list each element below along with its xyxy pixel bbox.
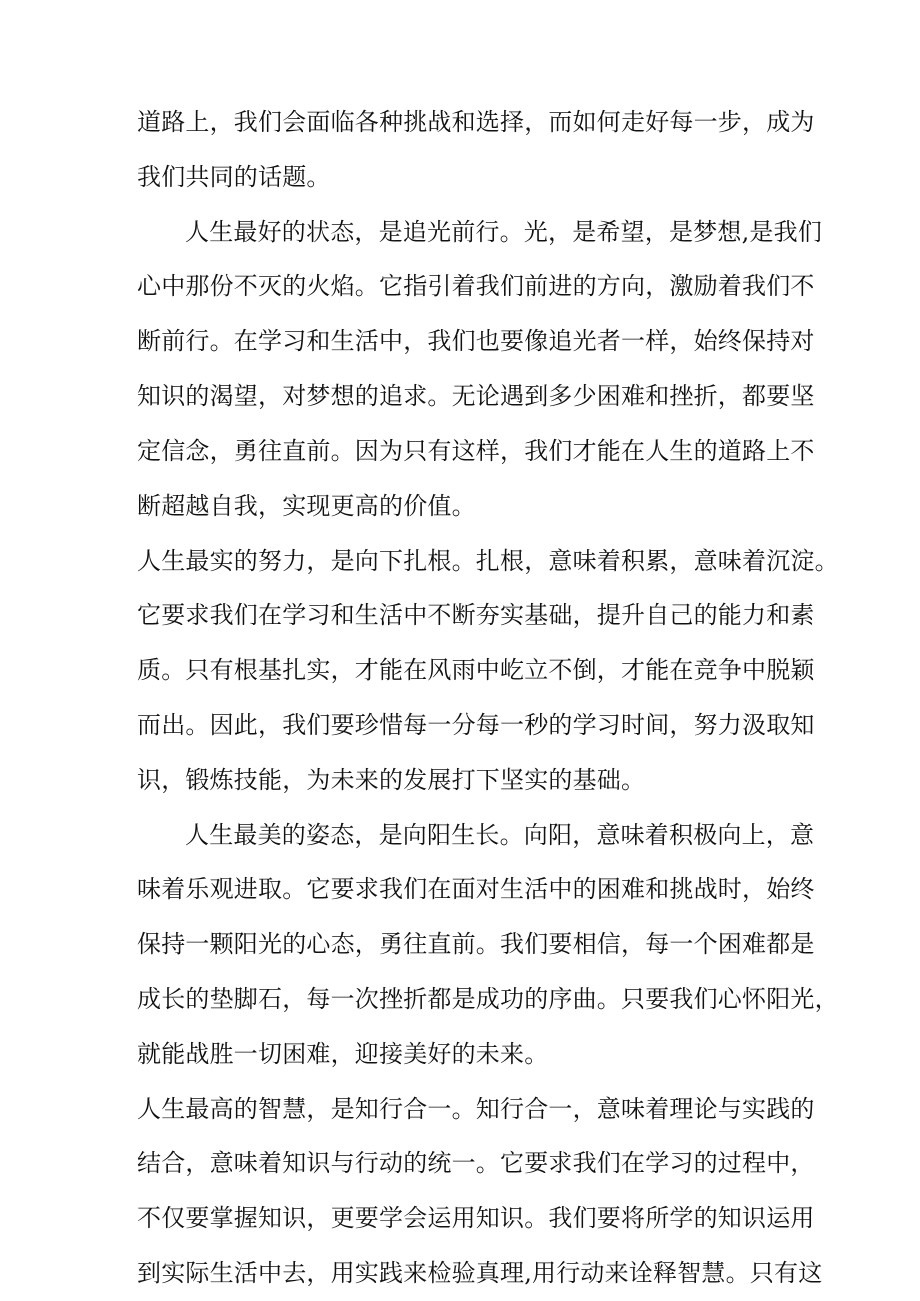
paragraph-first-line: 人生最美的姿态，是向阳生长。向阳，意味着积极向上，意: [185, 821, 815, 849]
paragraph-first-line: 人生最好的状态，是追光前行。光，是希望，是梦想,是我们: [185, 218, 823, 246]
paragraph-first-line: 人生最高的智慧，是知行合一。知行合一，意味着理论与实践的: [137, 1095, 815, 1123]
text-line: 质。只有根基扎实，才能在风雨中屹立不倒，才能在竞争中脱颖: [137, 656, 815, 684]
text-line: 断前行。在学习和生活中，我们也要像追光者一样，始终保持对: [137, 327, 815, 355]
text-line: 知识的渴望，对梦想的追求。无论遇到多少困难和挫折，都要坚: [137, 382, 815, 410]
text-line: 它要求我们在学习和生活中不断夯实基础，提升自己的能力和素: [137, 601, 815, 629]
text-line: 就能战胜一切困难，迎接美好的未来。: [137, 1040, 549, 1068]
text-line: 识，锻炼技能，为未来的发展打下坚实的基础。: [137, 766, 646, 794]
text-line: 断超越自我，实现更高的价值。: [137, 492, 476, 520]
text-line: 我们共同的话题。: [137, 163, 331, 191]
text-line: 心中那份不灭的火焰。它指引着我们前进的方向，激励着我们不: [137, 272, 815, 300]
text-line: 道路上，我们会面临各种挑战和选择，而如何走好每一步，成为: [137, 108, 815, 136]
text-line: 而出。因此，我们要珍惜每一分每一秒的学习时间，努力汲取知: [137, 711, 815, 739]
text-line: 味着乐观进取。它要求我们在面对生活中的困难和挑战时，始终: [137, 875, 815, 903]
text-line: 到实际生活中去，用实践来检验真理,用行动来诠释智慧。只有这: [137, 1259, 823, 1287]
text-line: 结合，意味着知识与行动的统一。它要求我们在学习的过程中，: [137, 1149, 815, 1177]
text-line: 成长的垫脚石，每一次挫折都是成功的序曲。只要我们心怀阳光，: [137, 985, 839, 1013]
text-line: 保持一颗阳光的心态，勇往直前。我们要相信，每一个困难都是: [137, 930, 815, 958]
text-line: 定信念，勇往直前。因为只有这样，我们才能在人生的道路上不: [137, 437, 815, 465]
paragraph-first-line: 人生最实的努力，是向下扎根。扎根，意味着积累，意味着沉淀。: [137, 547, 839, 575]
text-line: 不仅要掌握知识，更要学会运用知识。我们要将所学的知识运用: [137, 1204, 815, 1232]
